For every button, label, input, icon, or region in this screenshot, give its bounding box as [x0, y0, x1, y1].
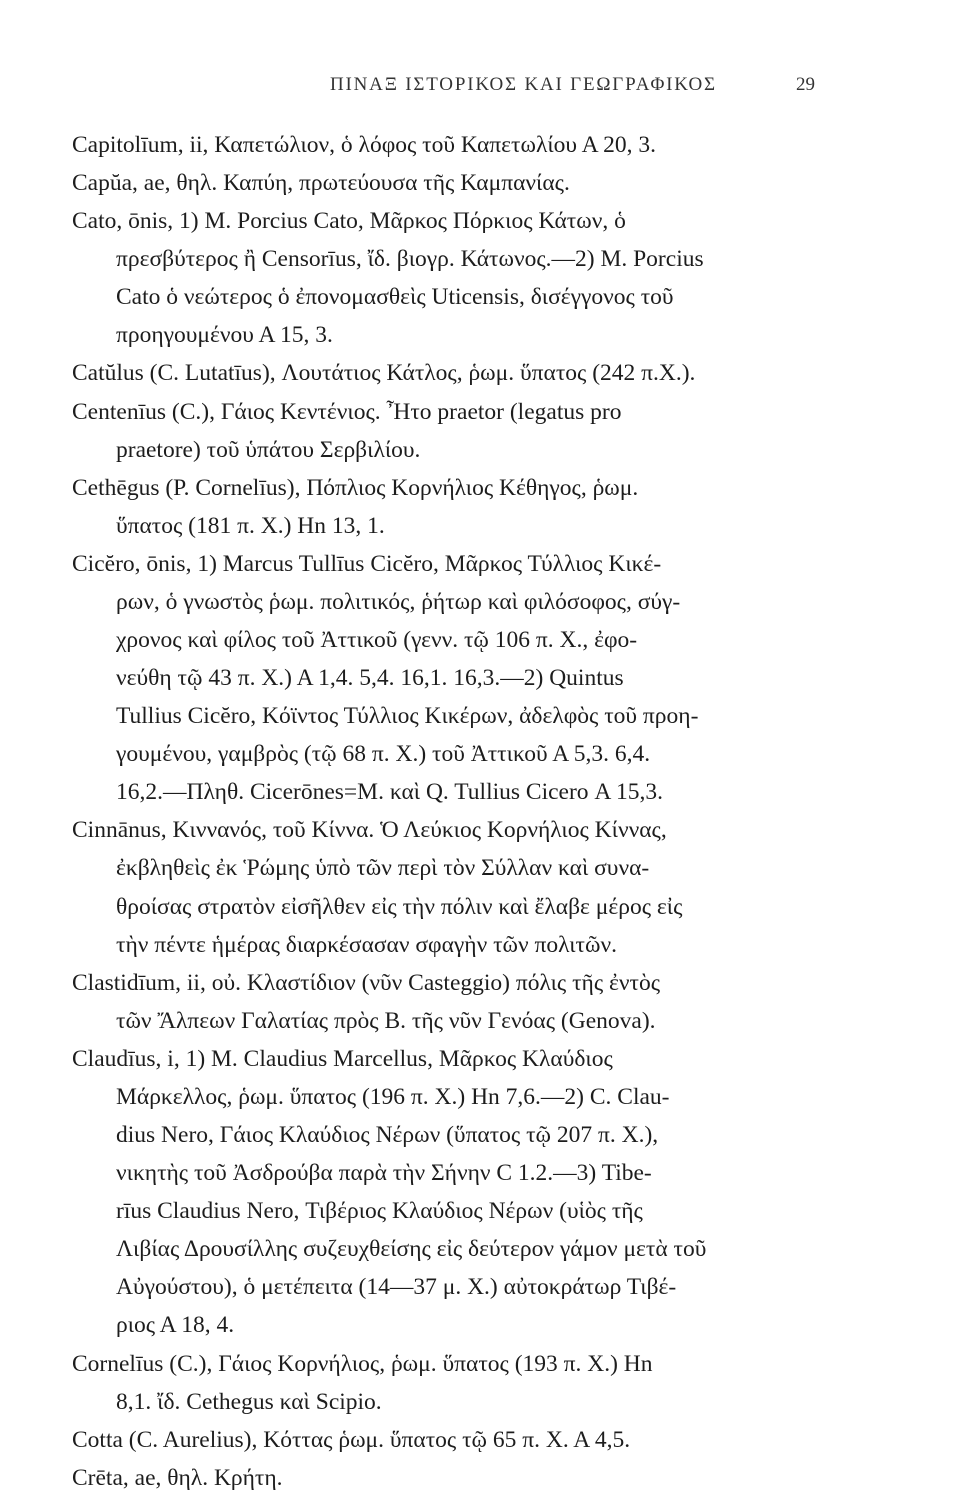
index-line: dius Nero, Γάιος Κλαύδιος Νέρων (ὕπατος τῷ 207 π. Χ.),	[116, 1122, 659, 1149]
index-line: Tullius Cicĕro, Κόϊντος Τύλλιος Κικέρων, ἀδελφὸς τοῦ προη-	[116, 703, 699, 730]
index-line: rīus Claudius Nero, Τιβέριος Κλαύδιος Νέρων (υἱὸς τῆς	[116, 1198, 643, 1225]
index-line: Cinnānus, Κιννανός, τοῦ Κίννα. Ὁ Λεύκιος Κορνήλιος Κίννας,	[72, 817, 667, 844]
index-line: προηγουμένου Α 15, 3.	[116, 322, 333, 349]
index-line: ρων, ὁ γνωστὸς ῥωμ. πολιτικός, ῥήτωρ καὶ φιλόσοφος, σύγ-	[116, 588, 681, 615]
index-line: Μάρκελλος, ῥωμ. ὕπατος (196 π. Χ.) Hn 7,6.—2) C. Clau-	[116, 1083, 670, 1110]
index-line: τὴν πέντε ἡμέρας διαρκέσασαν σφαγὴν τῶν πολιτῶν.	[116, 931, 617, 958]
index-line: τῶν Ἄλπεων Γαλατίας πρὸς Β. τῆς νῦν Γενόας (Genova).	[116, 1007, 656, 1034]
index-line: πρεσβύτερος ἢ Censorīus, ἴδ. βιογρ. Κάτωνος.—2) M. Porcius	[116, 246, 704, 273]
index-line: χρονος καὶ φίλος τοῦ Ἀττικοῦ (γενν. τῷ 106 π. Χ., ἐφο-	[116, 627, 638, 654]
index-line: Crēta, ae, θηλ. Κρήτη.	[72, 1464, 283, 1491]
index-line: 8,1. ἴδ. Cethegus καὶ Scipio.	[116, 1388, 382, 1415]
index-line: Λιβίας Δρουσίλλης συζευχθείσης εἰς δεύτερον γάμον μετὰ τοῦ	[116, 1236, 707, 1263]
page-header	[0, 62, 955, 102]
index-line: ἐκβληθεὶς ἐκ Ῥώμης ὑπὸ τῶν περὶ τὸν Σύλλαν καὶ συνα-	[116, 855, 650, 882]
index-line: Αὐγούστου), ὁ μετέπειτα (14—37 μ. Χ.) αὐτοκράτωρ Τιβέ-	[116, 1274, 677, 1301]
index-line: ὕπατος (181 π. Χ.) Hn 13, 1.	[116, 512, 385, 539]
index-line: Cato ὁ νεώτερος ὁ ἐπονομασθεὶς Uticensis, δισέγγονος τοῦ	[116, 284, 674, 311]
index-line: praetore) τοῦ ὑπάτου Σερβιλίου.	[116, 436, 421, 463]
index-line: ριος Α 18, 4.	[116, 1312, 235, 1339]
index-line: Centenīus (C.), Γάιος Κεντένιος. Ἦτο praetor (legatus pro	[72, 398, 622, 425]
index-line: Claudīus, i, 1) M. Claudius Marcellus, Μᾶρκος Κλαύδιος	[72, 1045, 613, 1072]
index-line: 16,2.—Πληθ. Cicerōnes=M. καὶ Q. Tullius Cicero Α 15,3.	[116, 779, 663, 806]
index-line: Cato, ōnis, 1) M. Porcius Cato, Μᾶρκος Πόρκιος Κάτων, ὁ	[72, 208, 626, 235]
index-line: Capŭa, ae, θηλ. Καπύη, πρωτεύουσα τῆς Καμπανίας.	[72, 170, 570, 197]
index-line: Capitolīum, ii, Καπετώλιον, ὁ λόφος τοῦ Καπετωλίου Α 20, 3.	[72, 132, 657, 158]
index-line: Clastidīum, ii, οὐ. Κλαστίδιον (νῦν Casteggio) πόλις τῆς ἐντὸς	[72, 969, 661, 996]
page-number: 29	[796, 74, 815, 95]
index-line: Cethēgus (P. Cornelīus), Πόπλιος Κορνήλιος Κέθηγος, ῥωμ.	[72, 474, 639, 501]
running-head: ΠΙΝΑΞ ΙΣΤΟΡΙΚΟΣ ΚΑΙ ΓΕΩΓΡΑΦΙΚΟΣ	[330, 74, 717, 95]
index-line: γουμένου, γαμβρὸς (τῷ 68 π. Χ.) τοῦ Ἀττικοῦ Α 5,3. 6,4.	[116, 741, 651, 768]
index-line: Cotta (C. Aurelius), Κόττας ῥωμ. ὕπατος τῷ 65 π. Χ. Α 4,5.	[72, 1426, 631, 1453]
index-line: νεύθη τῷ 43 π. Χ.) Α 1,4. 5,4. 16,1. 16,3.—2) Quintus	[116, 665, 624, 692]
index-line: Catŭlus (C. Lutatīus), Λουτάτιος Κάτλος, ῥωμ. ὕπατος (242 π.Χ.).	[72, 360, 696, 387]
index-line: Cicĕro, ōnis, 1) Marcus Tullīus Cicĕro, Μᾶρκος Τύλλιος Κικέ-	[72, 550, 662, 577]
index-line: Cornelīus (C.), Γάιος Κορνήλιος, ῥωμ. ὕπατος (193 π. Χ.) Hn	[72, 1350, 653, 1377]
index-text-body	[72, 126, 832, 1497]
index-line: θροίσας στρατὸν εἰσῆλθεν εἰς τὴν πόλιν καὶ ἔλαβε μέρος εἰς	[116, 893, 683, 920]
index-line: νικητὴς τοῦ Ἀσδρούβα παρὰ τὴν Σήνην C 1.2.—3) Tibe-	[116, 1160, 652, 1187]
